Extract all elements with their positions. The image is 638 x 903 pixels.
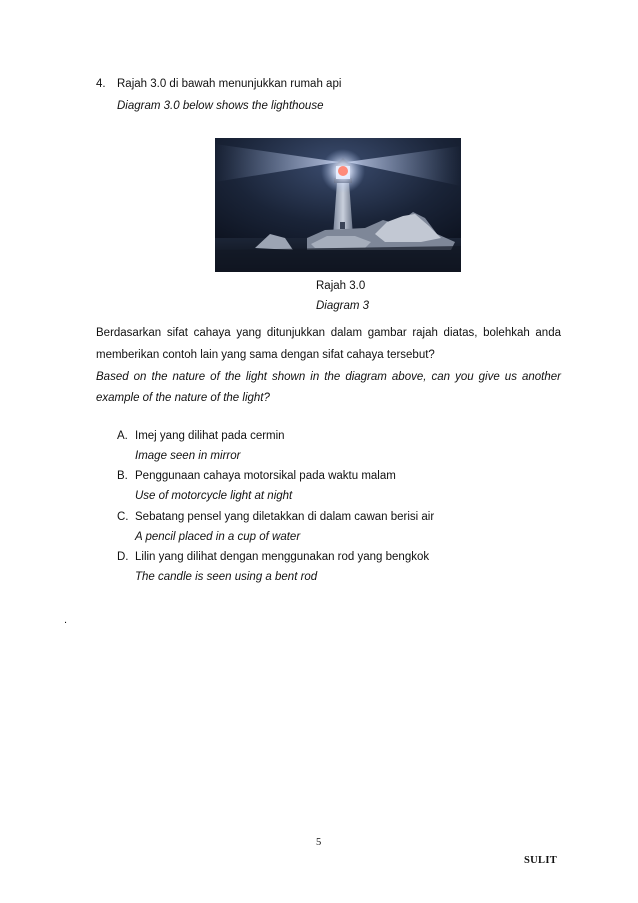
option-text-ms: Imej yang dilihat pada cermin xyxy=(135,430,285,442)
prompt-en-line1: Based on the nature of the light shown in the diagram above, can you give us another xyxy=(96,371,561,383)
figure-caption-en: Diagram 3 xyxy=(316,300,370,312)
option-letter: D. xyxy=(117,551,129,563)
question-number: 4. xyxy=(96,78,106,90)
option-text-en: Image seen in mirror xyxy=(135,450,241,462)
stray-period: . xyxy=(64,614,68,626)
option-letter: B. xyxy=(117,470,128,482)
prompt-ms-line2: memberikan contoh lain yang sama dengan sifat cahaya tersebut? xyxy=(96,349,435,361)
classification-label: SULIT xyxy=(524,855,558,866)
option-text-en: The candle is seen using a bent rod xyxy=(135,571,318,583)
prompt-ms-line1: Berdasarkan sifat cahaya yang ditunjukkan dalam gambar rajah diatas, bolehkah anda xyxy=(96,327,561,339)
question-text-ms: Rajah 3.0 di bawah menunjukkan rumah api xyxy=(117,78,342,90)
option-letter: C. xyxy=(117,511,129,523)
page-number: 5 xyxy=(316,837,322,848)
lighthouse-image xyxy=(215,138,461,272)
option-text-ms: Penggunaan cahaya motorsikal pada waktu malam xyxy=(135,470,396,482)
option-text-ms: Lilin yang dilihat dengan menggunakan rod yang bengkok xyxy=(135,551,430,563)
option-text-ms: Sebatang pensel yang diletakkan di dalam cawan berisi air xyxy=(135,511,435,523)
option-letter: A. xyxy=(117,430,128,442)
figure-caption-ms: Rajah 3.0 xyxy=(316,280,366,292)
option-text-en: A pencil placed in a cup of water xyxy=(135,531,301,543)
prompt-en-line2: example of the nature of the light? xyxy=(96,392,270,404)
question-text-en: Diagram 3.0 below shows the lighthouse xyxy=(117,100,324,112)
option-text-en: Use of motorcycle light at night xyxy=(135,490,293,502)
